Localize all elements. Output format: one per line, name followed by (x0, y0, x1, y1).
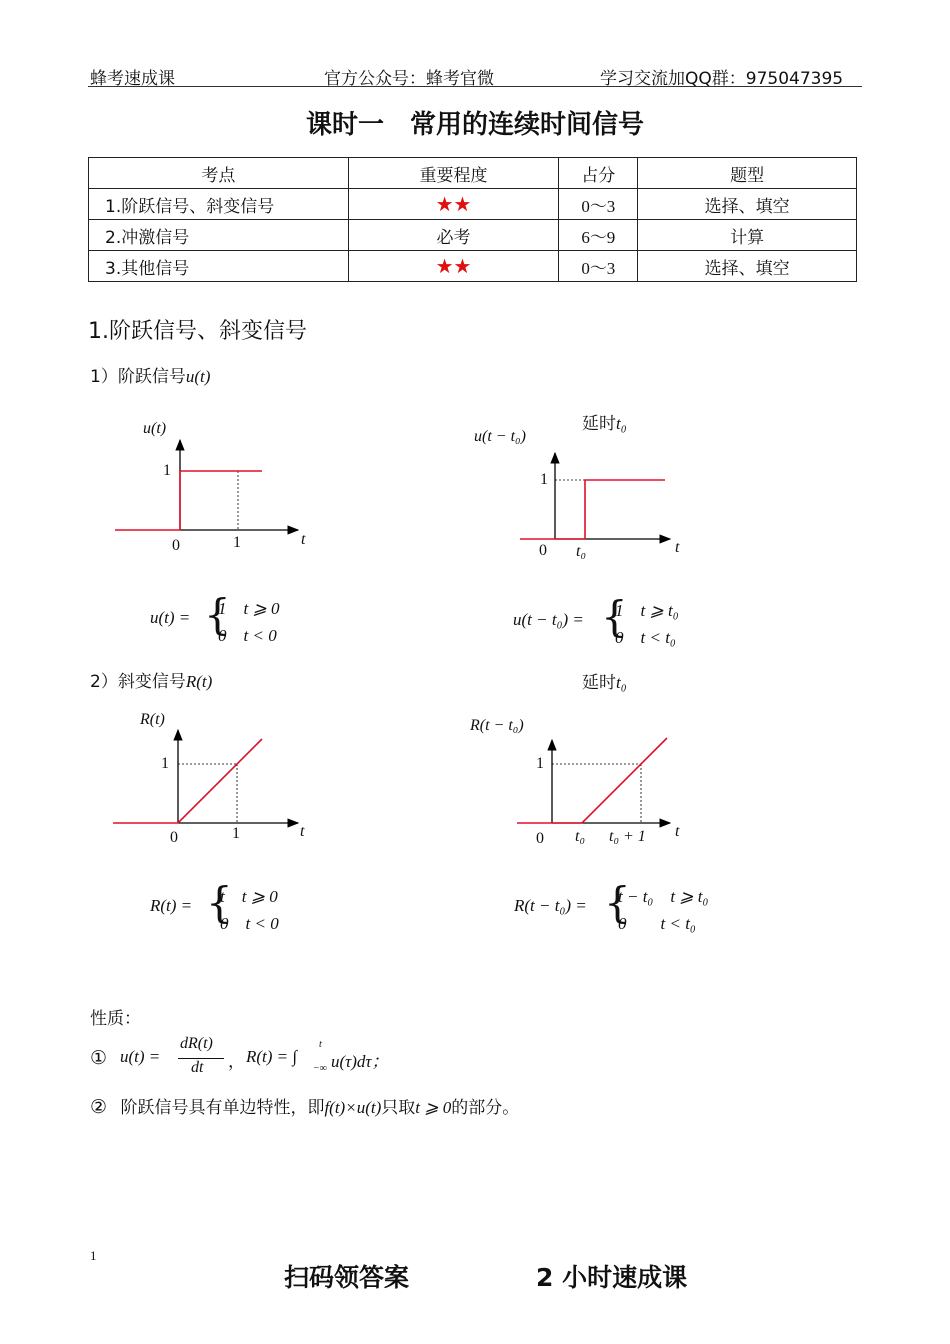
footer-course: 2 小时速成课 (536, 1263, 688, 1292)
brace-icon: { (204, 590, 231, 639)
header-qq-group: 学习交流加QQ群：975047395 (600, 69, 844, 89)
fraction-denominator: dt (191, 1059, 204, 1076)
property-math: t ⩾ 0 (415, 1098, 452, 1117)
ramp-heading-text: 2）斜变信号 (90, 672, 186, 692)
graph-xlabel: t (675, 539, 680, 556)
table-cell-type: 计算 (638, 220, 857, 251)
table-cell-importance: ★★ (348, 189, 559, 220)
integral-upper: t (319, 1039, 322, 1050)
fraction-numerator: dR(t) (180, 1035, 213, 1052)
property-lhs: u(t) = (120, 1047, 161, 1066)
delayed-ramp-graph (517, 738, 670, 823)
integral-lower: −∞ (313, 1063, 327, 1074)
property-number: ① (90, 1047, 108, 1069)
graph-origin: 0 (170, 829, 178, 846)
delay-label-text: 延时 (582, 673, 616, 693)
step-curve (115, 471, 262, 530)
graph-xlabel: t (675, 823, 680, 840)
formula-case: t − t₀ t ⩾ t₀ (618, 887, 709, 906)
property-separator: ， (228, 1052, 245, 1072)
property-text: 的部分。 (451, 1098, 520, 1118)
table-cell-score: 0～3 (559, 189, 638, 220)
table-header-cell: 重要程度 (348, 158, 559, 189)
graph-xlabel: t (300, 823, 305, 840)
formula-lhs: u(t − t₀) = (513, 610, 584, 629)
graph-tick-one: 1 (540, 471, 548, 488)
graph-tick-one: 1 (163, 462, 171, 479)
table-cell-type: 选择、填空 (638, 251, 857, 282)
graph-xtick: 1 (233, 534, 241, 551)
footer-scan-answer: 扫码领答案 (284, 1263, 410, 1292)
formula-case: 0 t < t₀ (618, 914, 696, 933)
graph-ylabel: R(t − t₀) (470, 717, 524, 734)
table-cell-topic: 3.其他信号 (89, 251, 349, 282)
graph-tick-one: 1 (536, 755, 544, 772)
graph-ylabel: u(t − t₀) (474, 428, 526, 445)
page-title: 课时一 常用的连续时间信号 (305, 110, 644, 140)
table-cell-score: 6～9 (559, 220, 638, 251)
graph-ylabel: R(t) (140, 711, 165, 728)
table-header-cell: 题型 (638, 158, 857, 189)
table-cell-topic: 1.阶跃信号、斜变信号 (89, 189, 349, 220)
formula-case: t t ⩾ 0 (220, 887, 278, 906)
property-math: f(t)×u(t) (324, 1098, 382, 1117)
property-2 (90, 1093, 519, 1118)
graph-origin: 0 (539, 542, 547, 559)
graph-origin: 0 (172, 537, 180, 554)
table-cell-topic: 2.冲激信号 (89, 220, 349, 251)
formula-case: 0 t < 0 (220, 914, 279, 933)
ramp-graph (113, 730, 298, 823)
delay-label-text: 延时 (582, 414, 616, 434)
delay-label-sub: t₀ (616, 673, 627, 692)
property-text: 只取 (381, 1098, 416, 1118)
step-heading-math: u(t) (185, 367, 211, 386)
property-text: 阶跃信号具有单边特性，即 (120, 1098, 325, 1118)
table-cell-type: 选择、填空 (638, 189, 857, 220)
brace-icon: { (206, 878, 233, 927)
graph-origin: 0 (536, 830, 544, 847)
formula-lhs: R(t − t₀) = (514, 896, 587, 915)
formula-lhs: R(t) = (150, 896, 193, 915)
step-graph (115, 440, 298, 530)
graph-xtick: t₀ (575, 828, 586, 845)
table-header-cell: 考点 (89, 158, 349, 189)
table-header-cell: 占分 (559, 158, 638, 189)
graph-xtick: t₀ + 1 (609, 828, 646, 845)
ramp-curve (113, 739, 262, 823)
ramp-delay-label (582, 668, 627, 693)
header-wechat: 官方公众号：蜂考官微 (324, 69, 494, 89)
formula-lhs: u(t) = (150, 608, 191, 627)
formula-case: 1 t ⩾ 0 (218, 599, 280, 618)
table-cell-importance: 必考 (348, 220, 559, 251)
integrand: u(τ)dτ； (331, 1052, 389, 1071)
section-heading: 1.阶跃信号、斜变信号 (88, 319, 307, 344)
property-number: ② (90, 1096, 108, 1118)
ramp-heading-math: R(t) (185, 672, 213, 691)
formula-case: 1 t ⩾ t₀ (615, 601, 679, 620)
delayed-ramp-curve (517, 738, 667, 823)
ramp-heading (90, 667, 212, 692)
graph-tick-one: 1 (161, 755, 169, 772)
graph-xtick: 1 (232, 825, 240, 842)
formula-case: 0 t < 0 (218, 626, 277, 645)
table-cell-score: 0～3 (559, 251, 638, 282)
step-heading-text: 1）阶跃信号 (90, 367, 186, 387)
graph-xtick: t₀ (576, 543, 587, 560)
page-number: 1 (90, 1248, 97, 1263)
delay-label-sub: t₀ (616, 414, 627, 433)
header-brand: 蜂考速成课 (90, 69, 175, 89)
delayed-step-graph (520, 453, 670, 539)
table-cell-importance: ★★ (348, 251, 559, 282)
brace-icon: { (601, 592, 628, 641)
property-rhs: R(t) = ∫ (246, 1047, 298, 1066)
brace-icon: { (604, 878, 631, 927)
graph-xlabel: t (301, 531, 306, 548)
graph-ylabel: u(t) (143, 420, 167, 437)
formula-case: 0 t < t₀ (615, 628, 676, 647)
properties-heading: 性质： (90, 1009, 141, 1029)
